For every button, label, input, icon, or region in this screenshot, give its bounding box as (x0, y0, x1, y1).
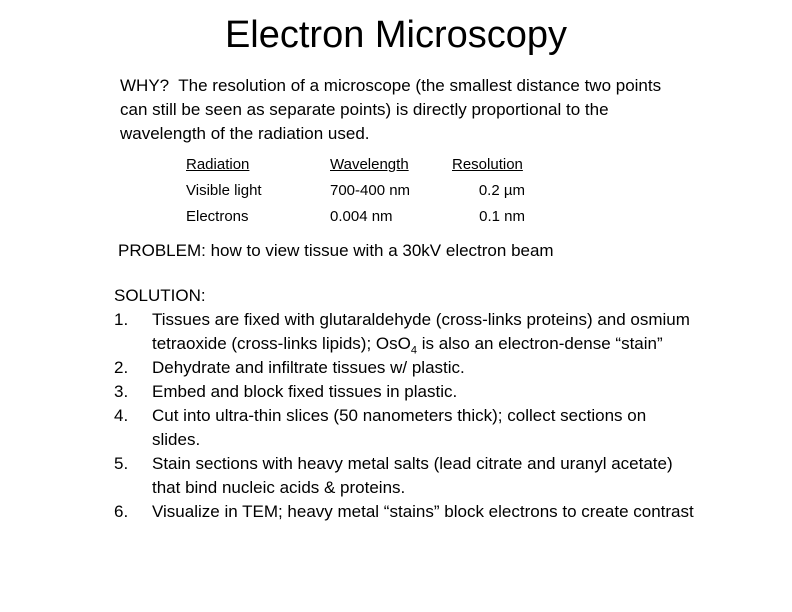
solution-label: SOLUTION: (114, 286, 206, 305)
step-text: Tissues are fixed with glutaraldehyde (cross-links proteins) and osmium tetraoxide (cross-links lipids); OsO (152, 310, 690, 353)
step-number: 5. (114, 454, 129, 473)
radiation-column (186, 152, 314, 230)
solution-step (114, 500, 694, 524)
solution-step (114, 380, 694, 404)
radiation-cell: Visible light (186, 182, 262, 199)
step-number: 2. (114, 358, 129, 377)
wavelength-header: Wavelength (330, 156, 409, 173)
radiation-cell: Electrons (186, 208, 249, 225)
step-number: 4. (114, 406, 129, 425)
radiation-header: Radiation (186, 156, 250, 173)
solution-step (114, 452, 694, 500)
problem-label: PROBLEM (118, 241, 202, 260)
step-text: Stain sections with heavy metal salts (lead citrate and uranyl acetate) that bind nucleic acids & proteins. (152, 454, 673, 497)
solution-section (114, 284, 694, 524)
step-text: Dehydrate and infiltrate tissues w/ plastic. (152, 358, 465, 377)
wavelength-cell: 700-400 nm (330, 182, 411, 199)
resolution-cell: 0.2 µm (478, 182, 525, 199)
wavelength-column (330, 152, 436, 230)
problem-statement (118, 239, 554, 263)
step-text: Embed and block fixed tissues in plastic. (152, 382, 458, 401)
why-text: The resolution of a microscope (the smallest distance two points can still be seen as separate points) is directly proportional to the wavelength of the radiation used. (120, 76, 662, 143)
resolution-column (452, 152, 530, 230)
resolution-header: Resolution (452, 156, 523, 173)
solution-step (114, 404, 694, 452)
step-text: Cut into ultra-thin slices (50 nanometers thick); collect sections on slides. (152, 406, 647, 449)
step-text: Visualize in TEM; heavy metal “stains” block electrons to create contrast (152, 502, 694, 521)
solution-step (114, 356, 694, 380)
page-title: Electron Microscopy (224, 14, 568, 56)
wavelength-cell: 0.004 nm (330, 208, 393, 225)
step-number: 3. (114, 382, 129, 401)
step-text: is also an electron-dense “stain” (416, 334, 663, 353)
why-label: WHY? (120, 76, 170, 95)
problem-text: : how to view tissue with a 30kV electron beam (201, 241, 554, 260)
step-number: 6. (114, 502, 129, 521)
step-number: 1. (114, 310, 129, 329)
why-paragraph (120, 74, 690, 146)
step-subscript: 4 (410, 344, 417, 357)
solution-step (114, 308, 694, 356)
resolution-cell: 0.1 nm (479, 208, 525, 225)
